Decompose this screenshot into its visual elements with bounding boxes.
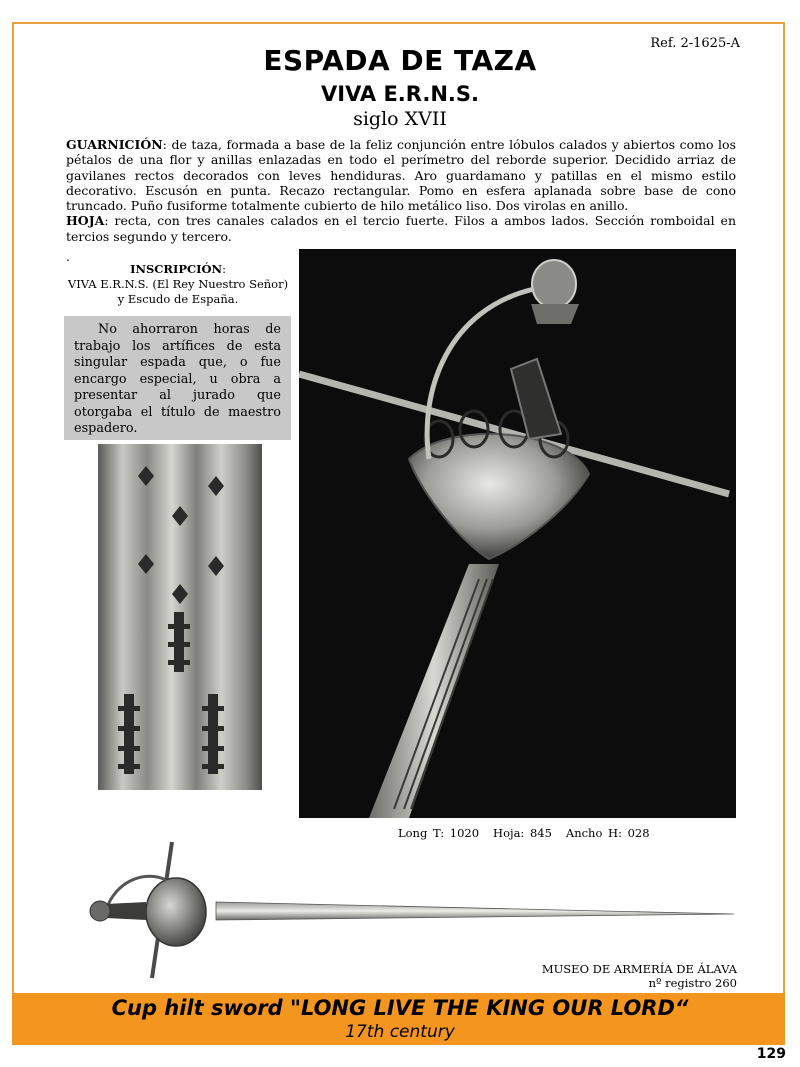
blade-detail-photo (98, 444, 262, 790)
inscription-colon: : (222, 262, 226, 276)
dimension-length: Long T: 1020 (398, 826, 480, 840)
guarnicion-label: GUARNICIÓN (66, 137, 163, 152)
museum-name: MUSEO DE ARMERÍA DE ÁLAVA (541, 962, 737, 976)
hoja-text: : recta, con tres canales calados en el tercio fuerte. Filos a ambos lados. Sección romboidal en tercios segundo y tercero. (66, 213, 736, 244)
hoja-label: HOJA (66, 213, 105, 229)
inscription-line-1: VIVA E.R.N.S. (El Rey Nuestro Señor) (67, 277, 289, 291)
museum-credit (542, 962, 737, 990)
hilt-photo (299, 249, 736, 818)
dimension-blade: Hoja: 845 (493, 826, 552, 840)
page-title: ESPADA DE TAZA (263, 44, 537, 77)
dimensions (398, 826, 664, 840)
full-sword-photo (86, 840, 736, 980)
museum-registry: nº registro 260 (648, 976, 737, 990)
century-label: siglo XVII (353, 108, 447, 130)
note-box: No ahorraron horas de trabajo los artífices de esta singular espada que, o fue encargo especial, u obra a presentar al jurado que otorgaba el título de maestro espadero. (64, 316, 291, 440)
page-number: 129 (756, 1046, 786, 1062)
inscription-block (64, 262, 292, 307)
page-subtitle: VIVA E.R.N.S. (321, 82, 479, 106)
inscription-label: INSCRIPCIÓN (130, 262, 223, 276)
reference-number: Ref. 2-1625-A (650, 36, 740, 51)
inscription-line-2: y Escudo de España. (117, 292, 239, 306)
english-title: Cup hilt sword "LONG LIVE THE KING OUR LORD“ (111, 996, 689, 1020)
english-century: 17th century (345, 1022, 455, 1042)
description-text (66, 137, 736, 244)
stray-dot: . (66, 250, 70, 264)
dimension-width: Ancho H: 028 (565, 826, 650, 840)
guarnicion-text: : de taza, formada a base de la feliz conjunción entre lóbulos calados y abiertos como los pétalos de una flor y anillas enlazadas en todo el perímetro del reborde superior. Decidido arriaz de gavilanes rectos decorados con leves hendiduras. Aro guardamano y patillas en el mismo estilo decorativo. Escusón en punta. Recazo rectangular. Pomo en esfera aplanada sobre base de cono truncado. Puño fusiforme totalmente cubierto de hilo metálico liso. Dos virolas en anillo. (66, 137, 736, 214)
